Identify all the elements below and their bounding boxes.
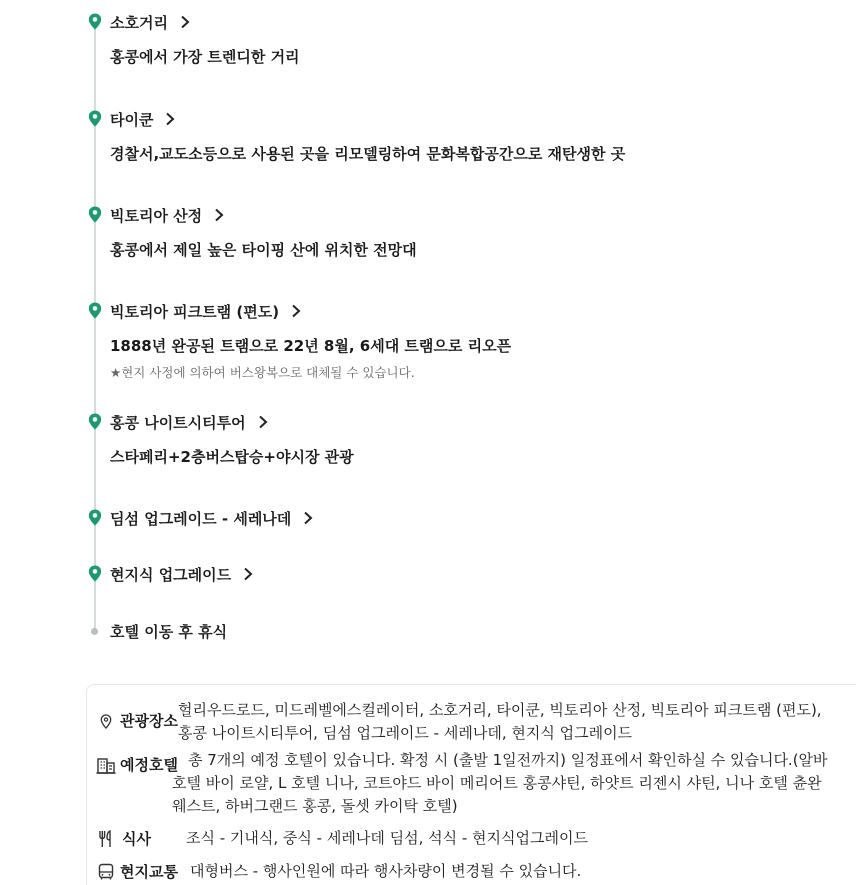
stop-title-link[interactable] (110, 302, 301, 320)
summary-sights-value (178, 699, 822, 745)
summary-hotel-value (188, 749, 828, 772)
summary-row-transport (96, 861, 178, 883)
stop-title: 홍콩 나이트시티투어 (110, 413, 246, 432)
summary-hotel-line: 호텔 바이 로얄, L 호텔 니나, 코트야드 바이 메리어트 홍콩샤틴, 하얏트 리젠시 샤틴, 니나 호텔 츈완 (172, 774, 822, 792)
chevron-right-icon (165, 112, 175, 126)
summary-hotel-line: 총 7개의 예정 호텔이 있습니다. 확정 시 (출발 1일전까지) 일정표에서 확인하실 수 있습니다.(알바 (188, 751, 828, 769)
summary-sights-line: 홍콩 나이트시티투어, 딤섬 업그레이드 - 세레나데, 현지식 업그레이드 (178, 724, 633, 742)
summary-row-sights (96, 710, 178, 732)
summary-hotel-value-cont (172, 772, 822, 818)
summary-row-meal (96, 828, 151, 850)
summary-meal-value: 조식 - 기내식, 중식 - 세레나데 딤섬, 석식 - 현지식업그레이드 (186, 829, 588, 847)
stop-title: 딤섬 업그레이드 - 세레나데 (110, 509, 292, 528)
stop-note: ★현지 사정에 의하여 버스왕복으로 대체될 수 있습니다. (110, 365, 415, 380)
stop-description: 홍콩에서 가장 트렌디한 거리 (110, 48, 300, 66)
stop-title-link[interactable] (110, 565, 253, 583)
stop-title: 빅토리아 산정 (110, 206, 203, 225)
bus-icon (96, 862, 116, 882)
chevron-right-icon (214, 208, 224, 222)
summary-row-hotel (96, 754, 178, 776)
stop-title: 빅토리아 피크트램 (편도) (110, 302, 280, 321)
stop-title-link[interactable] (110, 13, 190, 31)
timeline-dot (91, 628, 98, 635)
chevron-right-icon (303, 511, 313, 525)
stop-description: 경찰서,교도소등으로 사용된 곳을 리모델링하여 문화복합공간으로 재탄생한 곳 (110, 145, 626, 163)
map-pin-icon (88, 302, 102, 319)
map-pin-icon (88, 206, 102, 223)
stop-title-link[interactable] (110, 509, 313, 527)
stop-title-link[interactable] (110, 110, 175, 128)
stop-title: 소호거리 (110, 13, 168, 32)
stop-description: 스타페리+2층버스탑승+야시장 관광 (110, 448, 354, 466)
summary-label: 현지교통 (120, 863, 178, 881)
map-pin-icon (88, 413, 102, 430)
map-pin-icon (96, 711, 116, 731)
stop-title: 현지식 업그레이드 (110, 565, 232, 584)
stop-title: 타이쿤 (110, 110, 154, 129)
summary-label: 예정호텔 (120, 756, 178, 774)
map-pin-icon (88, 13, 102, 30)
summary-transport-value: 대형버스 - 행사인원에 따라 행사차량이 변경될 수 있습니다. (190, 862, 582, 880)
map-pin-icon (88, 110, 102, 127)
chevron-right-icon (291, 304, 301, 318)
map-pin-icon (88, 509, 102, 526)
stop-description: 1888년 완공된 트램으로 22년 8월, 6세대 트램으로 리오픈 (110, 337, 512, 355)
map-pin-icon (88, 565, 102, 582)
stop-title (110, 622, 227, 640)
stop-title-link[interactable] (110, 413, 268, 431)
stop-title-text: 호텔 이동 후 휴식 (110, 622, 228, 641)
summary-hotel-line: 웨스트, 하버그랜드 홍콩, 돌셋 카이탁 호텔) (172, 797, 458, 815)
summary-label: 관광장소 (120, 712, 178, 730)
summary-label: 식사 (122, 830, 151, 848)
stop-description: 홍콩에서 제일 높은 타이핑 산에 위치한 전망대 (110, 241, 417, 259)
stop-title-link[interactable] (110, 206, 224, 224)
chevron-right-icon (243, 567, 253, 581)
summary-sights-line: 헐리우드로드, 미드레벨에스컬레이터, 소호거리, 타이쿤, 빅토리아 산정, 빅토리아 피크트램 (편도), (178, 701, 822, 719)
chevron-right-icon (180, 15, 190, 29)
chevron-right-icon (258, 415, 268, 429)
building-icon (96, 755, 116, 775)
utensils-icon (96, 829, 116, 849)
